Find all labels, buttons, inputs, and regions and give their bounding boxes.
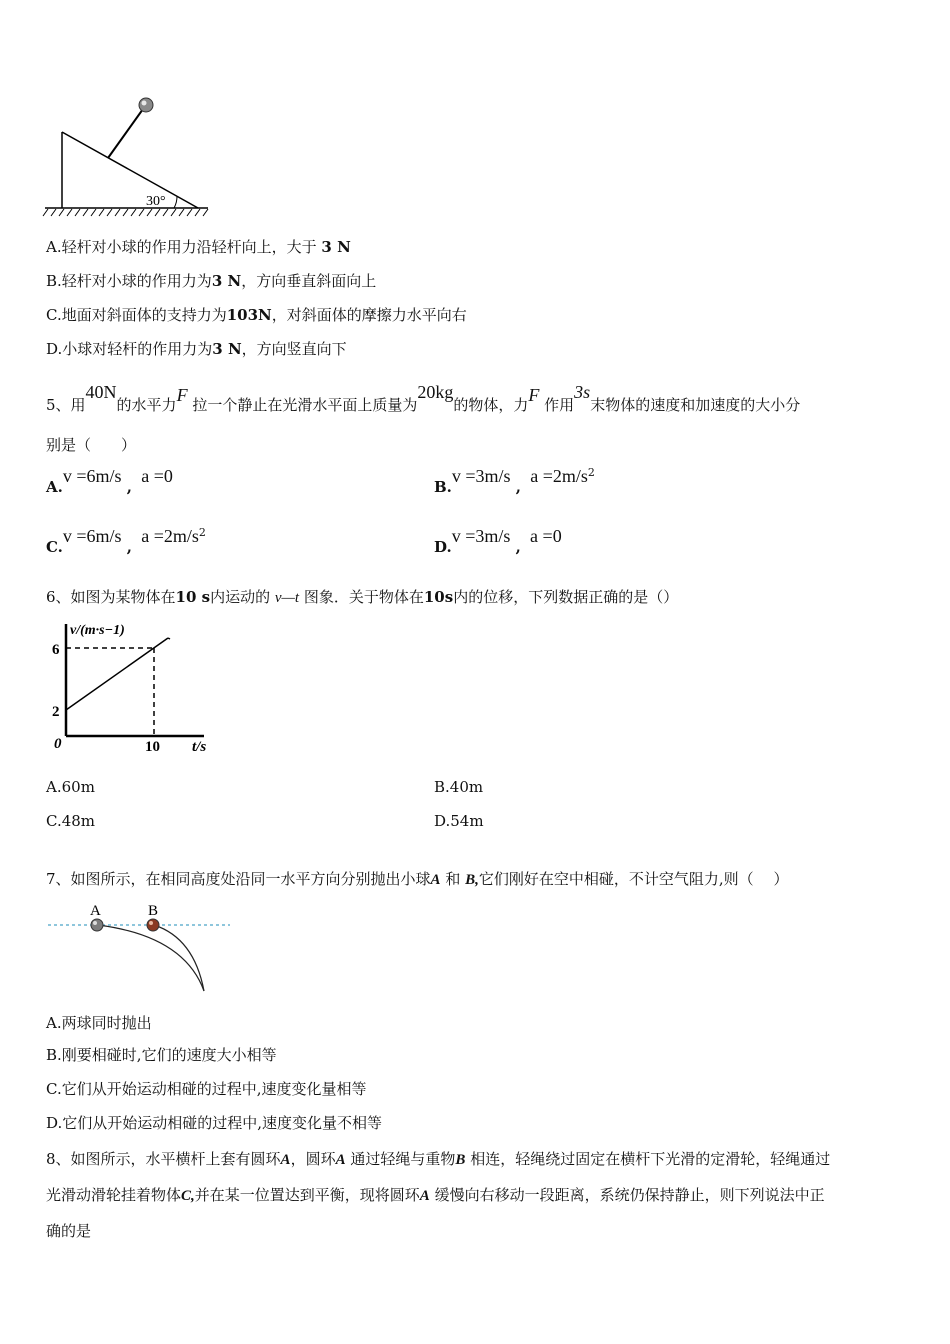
q7-option-a[interactable]: A.两球同时抛出: [46, 1014, 152, 1032]
q7-stem: 7、如图所示，在相同高度处沿同一水平方向分别抛出小球A 和 B,它们刚好在空中相碰，不计空气阻力,则（ ）: [46, 870, 789, 888]
q6-option-a[interactable]: A.60m: [46, 778, 95, 796]
q7-option-c[interactable]: C.它们从开始运动相碰的过程中,速度变化量相等: [46, 1080, 367, 1098]
x-axis-label: t/s: [192, 739, 207, 755]
q6-option-c[interactable]: C.48m: [46, 812, 96, 830]
angle-label: 30°: [146, 194, 166, 209]
q7-option-d[interactable]: D.它们从开始运动相碰的过程中,速度变化量不相等: [46, 1114, 383, 1132]
q6-option-b[interactable]: B.40m: [434, 778, 484, 796]
q7-option-b[interactable]: B.刚要相碰时,它们的速度大小相等: [46, 1046, 277, 1064]
q4-option-a[interactable]: A.轻杆对小球的作用力沿轻杆向上，大于 3 N: [46, 238, 351, 256]
incline-figure: [40, 92, 220, 222]
x-tick-10: 10: [145, 739, 160, 755]
q8-stem-line3: 确的是: [46, 1222, 92, 1240]
q6-stem: 6、如图为某物体在10 s内运动的 v—t 图象．关于物体在10s内的位移，下列数据正确的是（）: [46, 588, 679, 606]
q5-option-a[interactable]: A.v =6m/s , a =0: [46, 466, 173, 496]
q4-option-b[interactable]: B.轻杆对小球的作用力为3 N，方向垂直斜面向上: [46, 272, 377, 290]
y-tick-6: 6: [52, 642, 60, 658]
y-tick-2: 2: [52, 704, 60, 720]
label-b: B: [148, 903, 159, 919]
q5-option-b[interactable]: B.v =3m/s , $a =2m/s^2$: [434, 466, 595, 496]
q4-option-d[interactable]: D.小球对轻杆的作用力为3 N，方向竖直向下: [46, 340, 347, 358]
q8-stem-line1: 8、如图所示，水平横杆上套有圆环A，圆环A 通过轻绳与重物B 相连，轻绳绕过固定在横杆下光滑的定滑轮，轻绳通过: [46, 1150, 831, 1168]
vt-graph: [44, 618, 224, 758]
q5-stem-line2: 别是（ ）: [46, 436, 137, 454]
projectile-figure: [44, 898, 244, 998]
q5-option-d[interactable]: D.v =3m/s , a =0: [434, 526, 562, 556]
q6-option-d[interactable]: D.54m: [434, 812, 484, 830]
y-axis-label: v/(m·s−1): [70, 623, 125, 638]
label-a: A: [90, 903, 101, 919]
q5-option-c[interactable]: C.v =6m/s , $a =2m/s^2$: [46, 526, 206, 556]
q5-stem: 5、用40N的水平力F 拉一个静止在光滑水平面上质量为20kg的物体，力F 作用3s末物体的速度和加速度的大小分: [46, 382, 801, 414]
origin-label: 0: [54, 736, 62, 752]
q8-stem-line2: 光滑动滑轮挂着物体C,并在某一位置达到平衡，现将圆环A 缓慢向右移动一段距离，系统仍保持静止，则下列说法中正: [46, 1186, 825, 1204]
q4-option-c[interactable]: C.地面对斜面体的支持力为103N，对斜面体的摩擦力水平向右: [46, 306, 467, 324]
